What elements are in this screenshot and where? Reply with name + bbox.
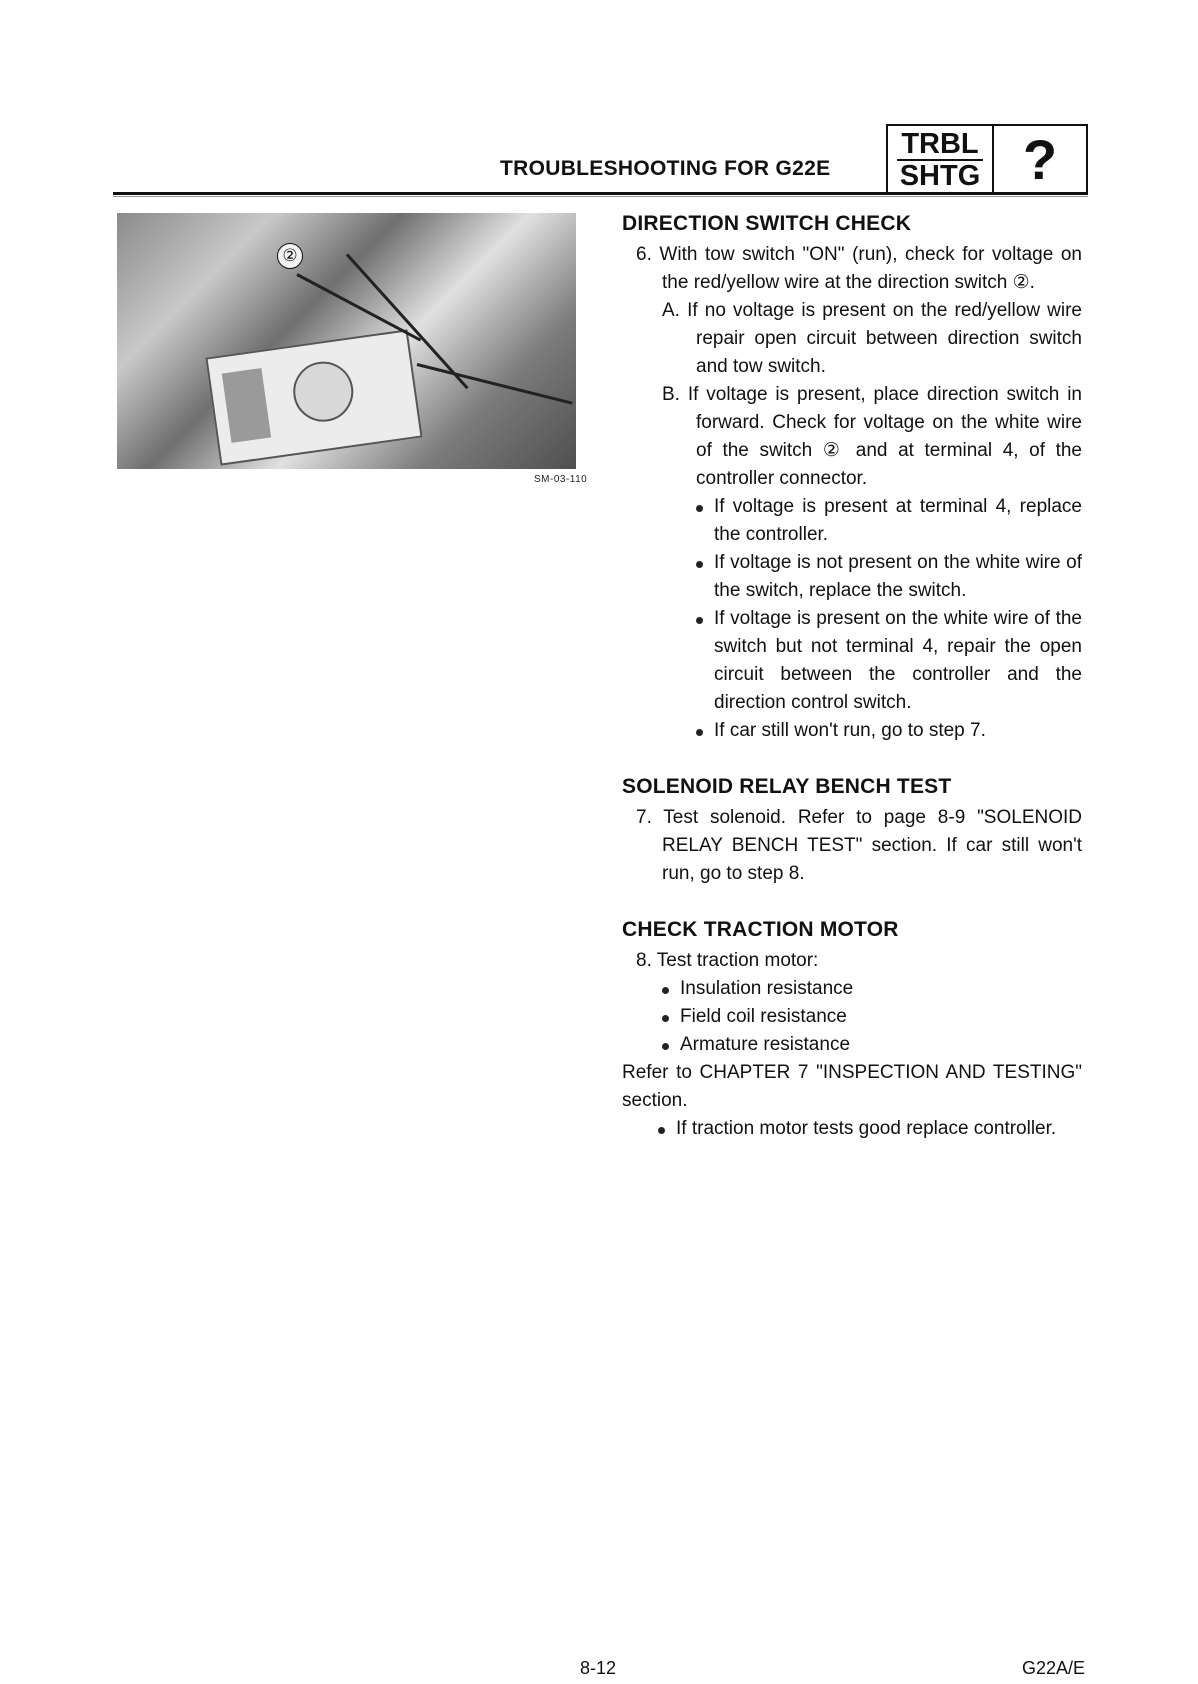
section-heading: DIRECTION SWITCH CHECK	[622, 212, 912, 235]
probe-wire	[417, 363, 573, 405]
final-list	[622, 1115, 1082, 1143]
question-mark-icon: ?	[1022, 128, 1058, 191]
figure-callout: ②	[277, 243, 303, 269]
section-direction-switch	[622, 210, 1082, 745]
list-item: Insulation resistance	[662, 975, 1082, 1003]
list-item: If voltage is not present on the white wire of the switch, replace the switch.	[696, 549, 1082, 605]
test-list	[622, 975, 1082, 1059]
list-item: Armature resistance	[662, 1031, 1082, 1059]
multimeter-photo	[117, 213, 576, 469]
model-code: G22A/E	[1022, 1658, 1086, 1678]
reference-text: Refer to CHAPTER 7 "INSPECTION AND TESTING" section.	[622, 1062, 1082, 1111]
list-item: If voltage is present on the white wire of the switch but not terminal 4, repair the open circuit between the controller and the direction control switch.	[696, 605, 1082, 717]
page-number: 8-12	[580, 1658, 617, 1678]
bullet-list	[622, 493, 1082, 745]
section-heading: SOLENOID RELAY BENCH TEST	[622, 775, 952, 798]
list-item: If car still won't run, go to step 7.	[696, 717, 1082, 745]
badge-label	[888, 126, 994, 193]
substep-a: A. If no voltage is present on the red/yellow wire repair open circuit between direction switch and tow switch.	[662, 300, 1082, 377]
substep-b: B. If voltage is present, place direction switch in forward. Check for voltage on the white wire of the switch ② and at terminal 4, of the controller connector.	[662, 384, 1082, 489]
header-rule-shadow	[113, 196, 1088, 197]
probe-wire	[296, 273, 421, 341]
section-traction-motor	[622, 916, 1082, 1143]
multimeter-display	[222, 368, 271, 443]
badge-line-trbl: TRBL	[897, 129, 982, 161]
list-item: If voltage is present at terminal 4, replace the controller.	[696, 493, 1082, 549]
main-content	[622, 210, 1082, 1171]
multimeter-dial	[289, 358, 357, 426]
multimeter-image	[205, 329, 422, 465]
page-header-title: TROUBLESHOOTING FOR G22E	[500, 157, 831, 180]
section-heading: CHECK TRACTION MOTOR	[622, 918, 899, 941]
list-item: If traction motor tests good replace controller.	[658, 1115, 1082, 1143]
list-item: Field coil resistance	[662, 1003, 1082, 1031]
header-rule	[113, 192, 1088, 195]
step-6: 6. With tow switch "ON" (run), check for voltage on the red/yellow wire at the direction switch ②.	[636, 244, 1082, 293]
step-7: 7. Test solenoid. Refer to page 8-9 "SOLENOID RELAY BENCH TEST" section. If car still won't run, go to step 8.	[636, 807, 1082, 884]
section-badge	[886, 124, 1088, 195]
step-8: 8. Test traction motor:	[636, 950, 819, 971]
figure-code: SM-03-110	[534, 474, 588, 485]
section-solenoid-relay	[622, 773, 1082, 888]
badge-line-shtg: SHTG	[899, 159, 981, 192]
